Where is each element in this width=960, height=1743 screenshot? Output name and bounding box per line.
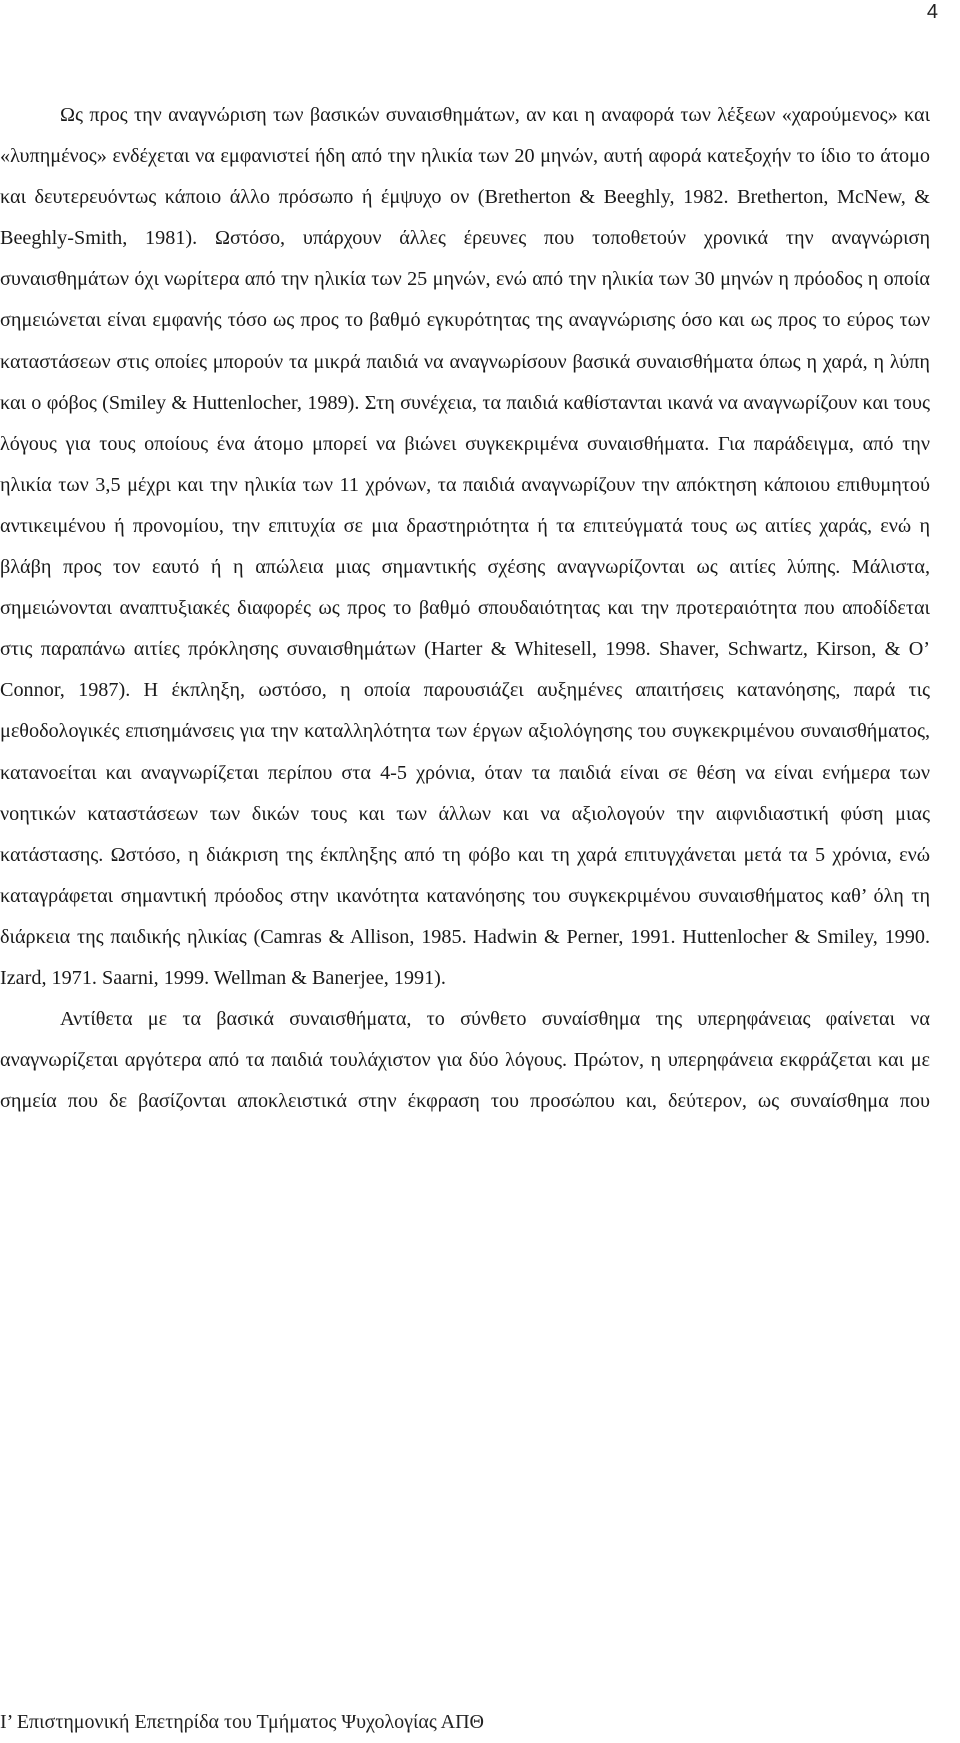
page-number: 4 <box>926 1 938 23</box>
page-footer: Ι’ Επιστημονική Επετηρίδα του Τμήματος Ψυχολογίας ΑΠΘ <box>0 1711 484 1733</box>
paragraph-basic-emotions-recognition: Ως προς την αναγνώριση των βασικών συναισθημάτων, αν και η αναφορά των λέξεων «χαρούμενος» και «λυπημένος» ενδέχεται να εμφανιστεί ήδη από την ηλικία των 20 μηνών, αυτή αφορά κατεξοχήν το ίδιο το άτομο και δευτερευόντως κάποιο άλλο πρόσωπο ή έμψυχο ον (Bretherton & Beeghly, 1982. Bretherton, McNew, & Beeghly-Smith, 1981). Ωστόσο, υπάρχουν άλλες έρευνες που τοποθετούν χρονικά την αναγνώριση συναισθημάτων όχι νωρίτερα από την ηλικία των 25 μηνών, ενώ από την ηλικία των 30 μηνών η πρόοδος η οποία σημειώνεται είναι εμφανής τόσο ως προς το βαθμό εγκυρότητας της αναγνώρισης όσο και ως προς το εύρος των καταστάσεων στις οποίες μπορούν τα μικρά παιδιά να αναγνωρίσουν βασικά συναισθήματα όπως η χαρά, η λύπη και ο φόβος (Smiley & Huttenlocher, 1989). Στη συνέχεια, τα παιδιά καθίστανται ικανά να αναγνωρίζουν και τους λόγους για τους οποίους ένα άτομο μπορεί να βιώνει συγκεκριμένα συναισθήματα. Για παράδειγμα, από την ηλικία των 3,5 μέχρι και την ηλικία των 11 χρόνων, τα παιδιά αναγνωρίζουν την απόκτηση κάποιου επιθυμητού αντικειμένου ή προνομίου, την επιτυχία σε μια δραστηριότητα ή τα επιτεύγματά τους ως αιτίες χαράς, ενώ η βλάβη προς τον εαυτό ή η απώλεια μιας σημαντικής σχέσης αναγνωρίζονται ως αιτίες λύπης. Μάλιστα, σημειώνονται αναπτυξιακές διαφορές ως προς το βαθμό σπουδαιότητας και την προτεραιότητα που αποδίδεται στις παραπάνω αιτίες πρόκλησης συναισθημάτων (Harter & Whitesell, 1998. Shaver, Schwartz, Kirson, & O’ Connor, 1987). Η έκπληξη, ωστόσο, η οποία παρουσιάζει αυξημένες απαιτήσεις κατανόησης, παρά τις μεθοδολογικές επισημάνσεις για την καταλληλότητα των έργων αξιολόγησης του συγκεκριμένου συναισθήματος, κατανοείται και αναγνωρίζεται περίπου στα 4-5 χρόνια, όταν τα παιδιά είναι σε θέση να είναι ενήμερα των νοητικών καταστάσεων των δικών τους και των άλλων και να αξιολογούν την αιφνιδιαστική φύση μιας κατάστασης. Ωστόσο, η διάκριση της έκπληξης από τη φόβο και τη χαρά επιτυγχάνεται μετά τα 5 χρόνια, ενώ καταγράφεται σημαντική πρόοδος στην ικανότητα κατανόησης του συγκεκριμένου συναισθήματος καθ’ όλη τη διάρκεια της παιδικής ηλικίας (Camras & Allison, 1985. Hadwin & Perner, 1991. Huttenlocher & Smiley, 1990. Izard, 1971. Saarni, 1999. Wellman & Banerjee, 1991). <box>0 104 930 989</box>
paragraph-complex-emotions-pride: Αντίθετα με τα βασικά συναισθήματα, το σύνθετο συναίσθημα της υπερηφάνειας φαίνεται να αναγνωρίζεται αργότερα από τα παιδιά τουλάχιστον για δύο λόγους. Πρώτον, η υπερηφάνεια εκφράζεται και με σημεία που δε βασίζονται αποκλειστικά στην έκφραση του προσώπου και, δεύτερον, ως συναίσθημα που <box>0 1008 930 1113</box>
body-text <box>0 95 930 1122</box>
